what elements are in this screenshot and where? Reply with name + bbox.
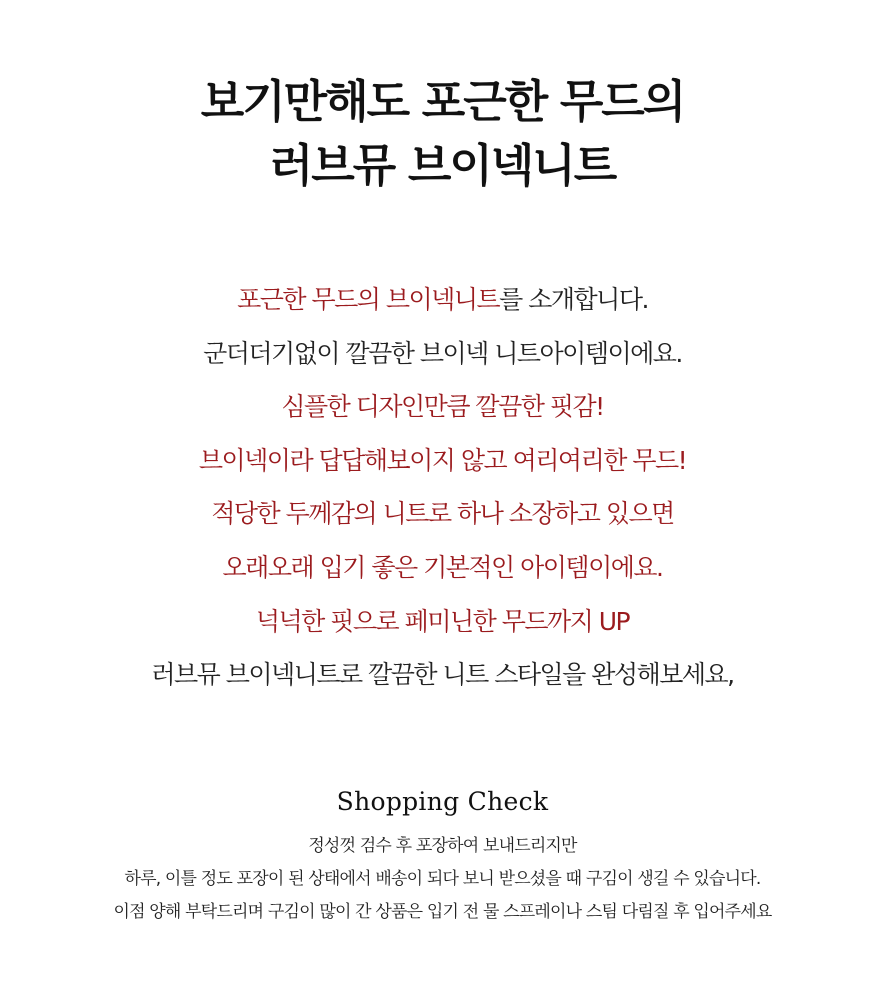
intro-line-5: 적당한 두께감의 니트로 하나 소장하고 있으면 bbox=[211, 499, 674, 529]
headline-line-2: 러브뮤 브이넥니트 bbox=[269, 139, 616, 192]
intro-line-8: 러브뮤 브이넥니트로 깔끔한 니트 스타일을 완성해보세요, bbox=[151, 660, 734, 690]
shopping-check-notes bbox=[0, 830, 885, 929]
intro-line-3: 심플한 디자인만큼 깔끔한 핏감! bbox=[281, 392, 604, 422]
intro-line-6: 오래오래 입기 좋은 기본적인 아이템이에요. bbox=[222, 552, 663, 582]
shopping-check-note-1: 정성껏 검수 후 포장하여 보내드리지만 bbox=[308, 836, 577, 856]
shopping-check-title: Shopping Check bbox=[336, 787, 549, 816]
intro-line-2: 군더더기없이 깔끔한 브이넥 니트아이템이에요. bbox=[203, 338, 682, 368]
intro-line-1-highlight: 포근한 무드의 브이넥니트 bbox=[237, 285, 500, 314]
intro-line-4: 브이넥이라 답답해보이지 않고 여리여리한 무드! bbox=[198, 445, 687, 475]
shopping-check-note-2: 하루, 이틀 정도 포장이 된 상태에서 배송이 되다 보니 받으셨을 때 구김이 생길 수 있습니다. bbox=[124, 869, 761, 889]
intro-line-1 bbox=[0, 273, 885, 327]
headline bbox=[0, 70, 885, 198]
shopping-check-note-3: 이점 양해 부탁드리며 구김이 많이 간 상품은 입기 전 물 스프레이나 스팀 다림질 후 입어주세요 bbox=[113, 902, 772, 922]
intro-line-1-rest: 를 소개합니다. bbox=[499, 285, 648, 314]
intro-line-7: 넉넉한 핏으로 페미닌한 무드까지 UP bbox=[255, 606, 630, 636]
headline-line-1: 보기만해도 포근한 무드의 bbox=[200, 75, 685, 128]
product-intro bbox=[0, 273, 885, 702]
